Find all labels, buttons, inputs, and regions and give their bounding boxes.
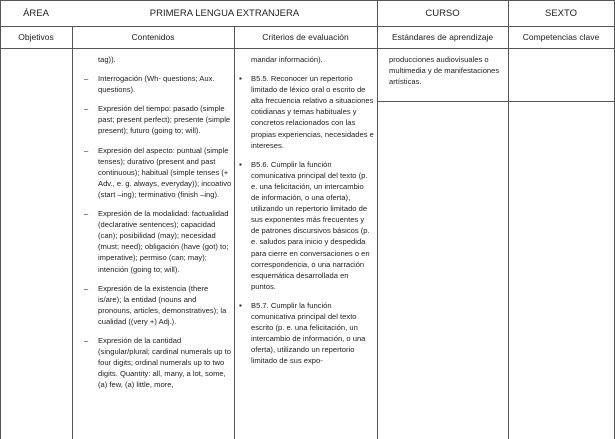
criterio-item: ▪ B5.5. Reconocer un repertorio limitado de léxico oral o escrito de alta frecuencia relativo a situaciones cotidianas y temas habituales y concretos relacionados con las propias experiencias, necesidades e intereses. bbox=[237, 73, 374, 151]
header-area: ÁREA bbox=[23, 8, 49, 19]
col-header-competencias: Competencias clave bbox=[522, 32, 600, 42]
col-header-contenidos: Contenidos bbox=[131, 32, 175, 42]
contenidos-item: – Expresión de la cantidad (singular/plural; cardinal numerals up to four digits; ordinal numerals up to two digits. Quantity: all, many, a lot, some, (a) few, (a) little, more, bbox=[74, 335, 232, 390]
col-header-criterios: Criterios de evaluación bbox=[262, 32, 349, 42]
contenidos-column bbox=[74, 54, 232, 398]
contenidos-item: – Expresión del aspecto: puntual (simple tenses); durativo (present and past continuous); habitual (simple tenses (+ Adv., e. g. always, everyday)); incoativo (start –ing); terminativo (finish –ing). bbox=[74, 145, 232, 200]
criterios-column bbox=[237, 54, 374, 374]
criterio-item: ▪ B5.7. Cumplir la función comunicativa principal del texto escrito (p. e. una felicitación, un intercambio de información, o una oferta), utilizando un repertorio limitado de sus expo- bbox=[237, 300, 374, 367]
estandares-text: producciones audiovisuales o multimedia y de manifestaciones artísticas. bbox=[389, 55, 500, 87]
header-course-label: CURSO bbox=[425, 8, 460, 19]
contenidos-item: tag)). bbox=[98, 55, 116, 64]
header-course-value: SEXTO bbox=[544, 8, 578, 19]
criterio-item: ▪ B5.6. Cumplir la función comunicativa principal del texto (p. e. una felicitación, un intercambio de información, o una oferta), utilizando un repertorio limitado de sus exponentes más frecuentes y de patrones discursivos básicos (p. e. saludos para inicio y despedida para cierre en conversaciones o en correspondencia, o una narración esquemática desarrollada en puntos. bbox=[237, 159, 374, 292]
contenidos-item: – Interrogación (Wh- questions; Aux. questions). bbox=[74, 73, 232, 95]
header-subject: PRIMERA LENGUA EXTRANJERA bbox=[149, 8, 300, 19]
contenidos-item: – Expresión del tiempo: pasado (simple past; present perfect); presente (simple present); futuro (going to; will). bbox=[74, 103, 232, 136]
col-header-estandares: Estándares de aprendizaje bbox=[391, 32, 494, 42]
contenidos-item: – Expresión de la modalidad: factualidad (declarative sentences); capacidad (can); posibilidad (may); necesidad (must; need); obligación (have (got) to; imperative); permiso (can; may); intención (going to; will). bbox=[74, 208, 232, 275]
contenidos-item: – Expresión de la existencia (there is/are); la entidad (nouns and pronouns, articles, demonstratives); la cualidad ((very +) Adj.). bbox=[74, 283, 232, 327]
col-header-objetivos: Objetivos bbox=[18, 32, 54, 42]
criterio-item: mandar información). bbox=[251, 55, 323, 64]
